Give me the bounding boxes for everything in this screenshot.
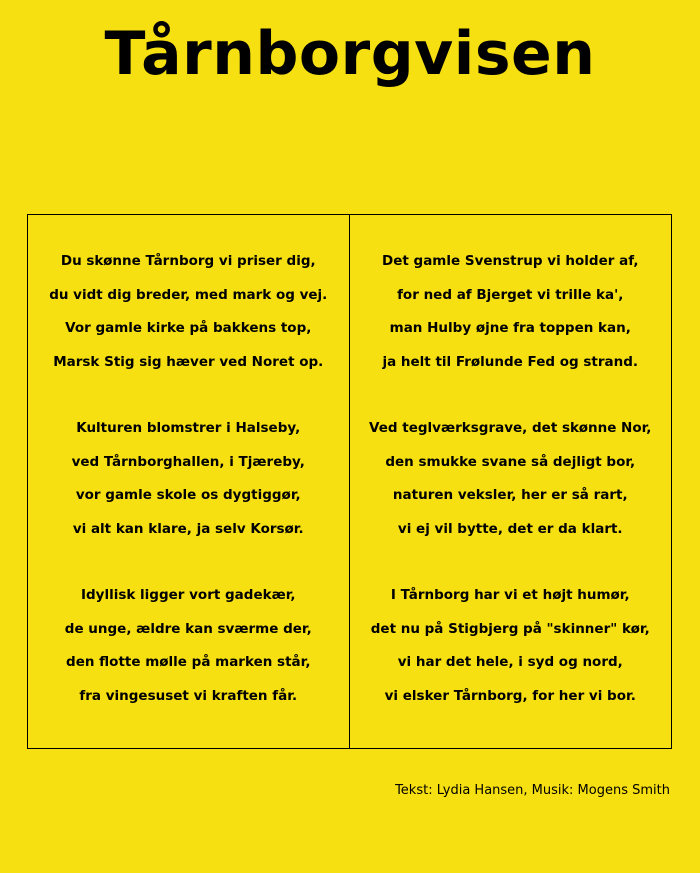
lyric-line: for ned af Bjerget vi trille ka', [397, 286, 624, 303]
lyrics-column-right [350, 215, 672, 748]
lyric-line: ja helt til Frølunde Fed og strand. [382, 353, 639, 370]
stanza [350, 412, 672, 546]
stanza [350, 579, 672, 713]
credits: Tekst: Lydia Hansen, Musik: Mogens Smith [395, 783, 670, 798]
stanza [28, 245, 349, 379]
lyric-line: vor gamle skole os dygtiggør, [75, 487, 301, 503]
lyric-line: vi har det hele, i syd og nord, [397, 654, 623, 670]
lyric-line: fra vingesuset vi kraften får. [79, 687, 298, 704]
lyrics-column-left [28, 215, 350, 748]
lyric-line: I Tårnborg har vi et højt humør, [390, 587, 630, 603]
lyric-line: vi alt kan klare, ja selv Korsør. [72, 520, 304, 537]
lyric-line: det nu på Stigbjerg på "skinner" kør, [370, 620, 650, 637]
lyric-line: naturen veksler, her er så rart, [392, 487, 628, 503]
lyric-line: den smukke svane så dejligt bor, [385, 453, 636, 470]
stanza [28, 412, 349, 546]
lyric-line: vi elsker Tårnborg, for her vi bor. [384, 687, 636, 704]
lyric-line: Kulturen blomstrer i Halseby, [76, 420, 301, 436]
lyric-line: vi ej vil bytte, det er da klart. [397, 520, 623, 537]
lyric-line: du vidt dig breder, med mark og vej. [49, 286, 328, 303]
lyric-line: Ved teglværksgrave, det skønne Nor, [369, 420, 652, 436]
stanza [28, 579, 349, 713]
lyric-line: Du skønne Tårnborg vi priser dig, [60, 253, 316, 269]
lyric-line: Marsk Stig sig hæver ved Noret op. [53, 353, 324, 370]
lyrics-table [27, 214, 672, 749]
lyric-line: den flotte mølle på marken står, [66, 654, 311, 670]
lyric-line: de unge, ældre kan sværme der, [64, 620, 312, 637]
lyric-line: Idyllisk ligger vort gadekær, [80, 587, 296, 603]
lyric-line: ved Tårnborghallen, i Tjæreby, [71, 453, 305, 470]
page-title: Tårnborgvisen [104, 19, 596, 89]
stanza [350, 245, 672, 379]
lyric-line: Det gamle Svenstrup vi holder af, [382, 253, 639, 269]
lyric-line: Vor gamle kirke på bakkens top, [65, 320, 312, 336]
lyric-line: man Hulby øjne fra toppen kan, [389, 320, 631, 336]
